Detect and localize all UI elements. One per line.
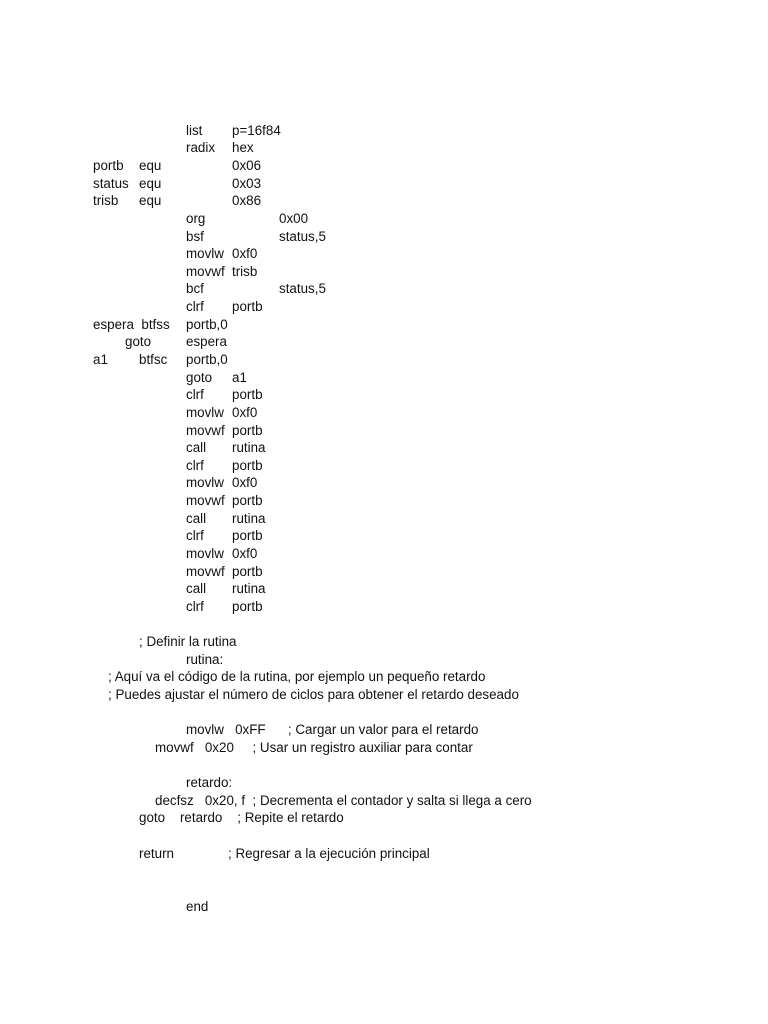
code-token: portb [232, 493, 263, 508]
code-token: bcf [186, 281, 204, 296]
code-line: decfsz 0x20, f ; Decrementa el contador y salta si llega a cero [155, 793, 532, 808]
code-token: portb [232, 564, 263, 579]
code-token: goto [186, 370, 213, 385]
code-comment: ; Puedes ajustar el número de ciclos para obtener el retardo deseado [108, 687, 519, 702]
code-token: rutina [232, 440, 266, 455]
code-token: clrf [186, 528, 204, 543]
code-token: trisb [93, 193, 119, 208]
code-line: movlw 0xFF ; Cargar un valor para el retardo [186, 722, 479, 737]
code-token: org [186, 211, 206, 226]
code-token: movwf [186, 423, 225, 438]
code-token: 0xf0 [232, 546, 258, 561]
code-token: equ [139, 193, 162, 208]
code-token: equ [139, 158, 162, 173]
code-token: portb [232, 528, 263, 543]
code-token: espera btfss [93, 317, 170, 332]
code-token: movwf [186, 264, 225, 279]
code-token: 0xf0 [232, 475, 258, 490]
code-token: 0xf0 [232, 405, 258, 420]
code-token: return [139, 846, 174, 861]
code-token: movlw [186, 546, 224, 561]
code-token: goto [125, 334, 152, 349]
code-token: 0x03 [232, 176, 262, 191]
code-token: end [186, 899, 209, 914]
code-token: rutina [232, 511, 266, 526]
code-label: retardo: [186, 775, 233, 790]
code-token: equ [139, 176, 162, 191]
code-token: 0xf0 [232, 246, 258, 261]
code-token: portb,0 [186, 317, 228, 332]
code-token: espera [186, 334, 227, 349]
code-token: portb,0 [186, 352, 228, 367]
code-token: movwf [186, 564, 225, 579]
code-token: rutina [232, 581, 266, 596]
code-token: trisb [232, 264, 258, 279]
code-token: call [186, 581, 207, 596]
code-line: goto retardo ; Repite el retardo [139, 810, 344, 825]
code-token: radix [186, 140, 216, 155]
code-token: call [186, 440, 207, 455]
code-token: movwf [186, 493, 225, 508]
code-token: a1 [93, 352, 108, 367]
code-token: portb [232, 387, 263, 402]
code-token: portb [232, 299, 263, 314]
code-comment: ; Regresar a la ejecución principal [228, 846, 430, 861]
code-token: movlw [186, 405, 224, 420]
code-comment: ; Definir la rutina [139, 634, 237, 649]
code-token: portb [93, 158, 124, 173]
code-token: call [186, 511, 207, 526]
code-label: rutina: [186, 652, 224, 667]
code-token: p=16f84 [232, 123, 281, 138]
code-token: 0x86 [232, 193, 262, 208]
code-token: clrf [186, 299, 204, 314]
code-token: movlw [186, 475, 224, 490]
code-token: btfsc [139, 352, 168, 367]
code-token: portb [232, 458, 263, 473]
code-comment: ; Aquí va el código de la rutina, por ejemplo un pequeño retardo [108, 669, 486, 684]
code-token: status,5 [279, 229, 326, 244]
code-token: list [186, 123, 203, 138]
code-token: portb [232, 423, 263, 438]
code-token: portb [232, 599, 263, 614]
code-token: a1 [232, 370, 247, 385]
code-token: clrf [186, 458, 204, 473]
code-token: 0x06 [232, 158, 262, 173]
code-token: hex [232, 140, 254, 155]
code-token: clrf [186, 387, 204, 402]
code-token: movlw [186, 246, 224, 261]
code-token: bsf [186, 229, 204, 244]
code-token: 0x00 [279, 211, 309, 226]
code-token: clrf [186, 599, 204, 614]
code-line: movwf 0x20 ; Usar un registro auxiliar para contar [155, 740, 473, 755]
code-token: status,5 [279, 281, 326, 296]
code-token: status [93, 176, 129, 191]
